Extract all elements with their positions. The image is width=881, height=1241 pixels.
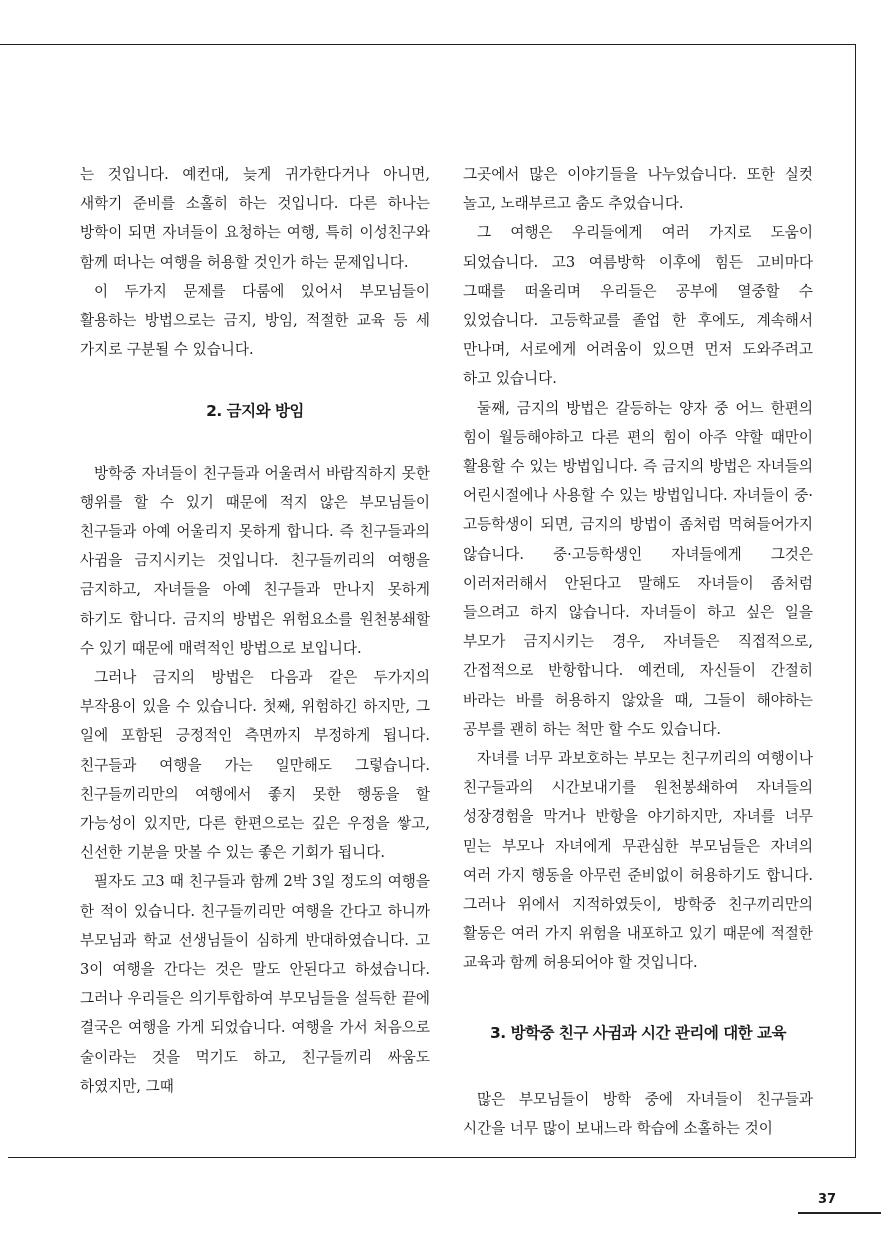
section-heading: 2. 금지와 방임 bbox=[206, 402, 304, 421]
section-heading: 3. 방학중 친구 사귐과 시간 관리에 대한 교육 bbox=[490, 1023, 786, 1042]
paragraph: 둘째, 금지의 방법은 갈등하는 양자 중 어느 한편의 힘이 월등해야하고 다른 편의 힘이 아주 약할 때만이 활용할 수 있는 방법입니다. 즉 금지의 방법은 자녀들의 어린시절에나 사용할 수 있는 방법입니다. 자녀들이 중·고등학생이 되면, 금지의 방법이 좀처럼 먹혀들어가지 않습니다. 중·고등학생인 자녀들에게 그것은 이러저러해서 안된다고 말해도 자녀들이 좀처럼 들으려고 하지 않습니다. 자녀들이 하고 싶은 일을 부모가 금지시키는 경우, 자녀들은 직접적으로, 간접적으로 반항합니다. 예컨데, 자신들이 간절히 바라는 바를 허용하지 않았을 때, 그들이 해야하는 공부를 괜히 하는 척만 할 수도 있습니다. bbox=[463, 399, 813, 738]
paragraph: 그러나 금지의 방법은 다음과 같은 두가지의 부작용이 있을 수 있습니다. 첫째, 위험하긴 하지만, 그 일에 포함된 긍정적인 측면까지 부정하게 됩니다. 친구들과 여행을 가는 일만해도 그렇습니다. 친구들끼리만의 여행에서 좋지 못한 행동을 할 가능성이 있지만, 다른 한편으로는 깊은 우정을 쌓고, 신선한 기분을 맛볼 수 있는 좋은 기회가 됩니다. bbox=[80, 669, 430, 862]
frame-bottom-rule bbox=[8, 1157, 856, 1158]
paragraph: 이 두가지 문제를 다룸에 있어서 부모님들이 활용하는 방법으로는 금지, 방임, 적절한 교육 등 세 가지로 구분될 수 있습니다. bbox=[80, 282, 430, 359]
paragraph: 는 것입니다. 예컨대, 늦게 귀가한다거나 아니면, 새학기 준비를 소홀히 하는 것입니다. 다른 하나는 방학이 되면 자녀들이 요청하는 여행, 특히 이성친구와 함께 떠나는 여행을 허용할 것인가 하는 문제입니다. bbox=[80, 166, 430, 271]
page-number: 37 bbox=[818, 1192, 837, 1207]
paragraph: 그 여행은 우리들에게 여러 가지로 도움이 되었습니다. 고3 여름방학 이후에 힘든 고비마다 그때를 떠올리며 우리들은 공부에 열중할 수 있었습니다. 고등학교를 졸업 한 후에도, 계속해서 만나며, 서로에게 어려움이 있으면 먼저 도와주려고 하고 있습니다. bbox=[463, 224, 813, 388]
paragraph: 그곳에서 많은 이야기들을 나누었습니다. 또한 실컷 놀고, 노래부르고 춤도 추었습니다. bbox=[463, 166, 813, 213]
right-column bbox=[463, 160, 813, 1143]
paragraph: 필자도 고3 때 친구들과 함께 2박 3일 정도의 여행을 한 적이 있습니다. 친구들끼리만 여행을 간다고 하니까 부모님과 학교 선생님들이 심하게 반대하였습니다. 고 3이 여행을 간다는 것은 말도 안된다고 하셨습니다. 그러나 우리들은 의기투합하여 부모님들을 설득한 끝에 결국은 여행을 가게 되었습니다. 여행을 가서 처음으로 술이라는 것을 먹기도 하고, 친구들끼리 싸움도 하였지만, 그때 bbox=[80, 873, 430, 1095]
frame-right-rule bbox=[855, 44, 856, 1157]
paragraph: 방학중 자녀들이 친구들과 어울려서 바람직하지 못한 행위를 할 수 있기 때문에 적지 않은 부모님들이 친구들과 아예 어울리지 못하게 합니다. 즉 친구들과의 사귐을 금지시키는 것입니다. 친구들끼리의 여행을 금지하고, 자녀들을 아예 친구들과 만나지 못하게 하기도 합니다. 금지의 방법은 위험요소를 원천봉쇄할 수 있기 때문에 매력적인 방법으로 보입니다. bbox=[80, 464, 430, 657]
page-number-rule bbox=[798, 1212, 881, 1214]
left-column bbox=[80, 160, 430, 1101]
frame-top-rule bbox=[0, 44, 856, 45]
paragraph: 자녀를 너무 과보호하는 부모는 친구끼리의 여행이나 친구들과의 시간보내기를 원천봉쇄하여 자녀들의 성장경험을 막거나 반항을 야기하지만, 자녀를 너무 믿는 부모나 자녀에게 무관심한 부모님들은 자녀의 여러 가지 행동을 아무런 준비없이 허용하기도 합니다. 그러나 위에서 지적하였듯이, 방학중 친구끼리만의 활동은 여러 가지 위험을 내포하고 있기 때문에 적절한 교육과 함께 허용되어야 할 것입니다. bbox=[463, 750, 813, 972]
paragraph: 많은 부모님들이 방학 중에 자녀들이 친구들과 시간을 너무 많이 보내느라 학습에 소홀하는 것이 bbox=[463, 1090, 813, 1138]
